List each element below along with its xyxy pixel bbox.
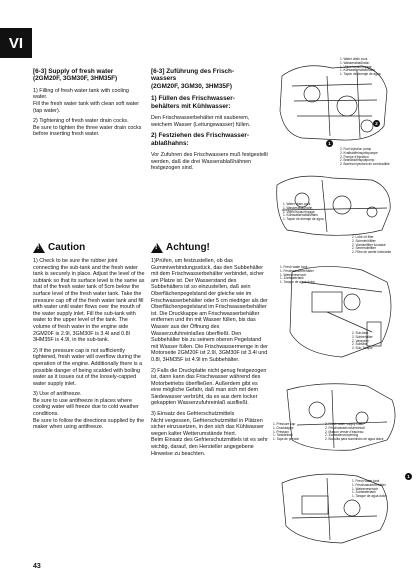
caution-heading-en: ! Caution <box>33 242 85 253</box>
legend-fig2b: 2. Lube oil filter 2. Schmierölfilter 2. Voedselfilter lucrasse 2. Smeerolieﬁlter 2. Filtro de aceite lubricante <box>352 235 392 255</box>
callout-1: 1 <box>326 140 333 147</box>
english-caution-text: 1) Check to be sure the rubber joint connecting the sub-tank and the fresh water tank is securely in place. Adjust the level of the subtank so that its surface level is the same as that of the fresh water tank of 5cm below the surface level of the fresh water tank. Take the pressure cap off of the fresh water tank and fill with water until water flows over the mouth of the water supply inlet. Fill the sub-tank with water to the upper level of the tank. The volume of fresh water in the engine side 2GM20F is 2.9l, 3GM30F is 3.4l and 0.8l 3HM35F is 4.9l, in the sub-tank. 2) If the pressure cap is not sufficiently tightened, fresh water will overflow during the operation of the engine. Additionally there is a possible danger of being scalded with boiling water as it issues out of the loosely-capped water supply inlet. 3) Use of antifreeze. Be sure to use antifreeze in places where cooling water will freeze due to cold weather conditions. Be sure to follow the directions supplied by the maker when using antifreeze. <box>33 258 145 431</box>
legend-fig1b: 2. Fuel injection pump 2. Kraftstoffeinspritzpumpe 2. Pompe d'injection 2. Brandstofinspuitpomp 2. Bomba inyectora de combustible <box>340 147 390 167</box>
legend-fig1: 1. Water drain cock 1. Wasserablaßhahn 1. Vidéo tuyau/rinçage 1. Kühlwasserablaßhahn 1. Tapón de drenaje de agua <box>340 57 381 77</box>
legend-fig3b: 2. Sub-tank 2. Subbehälter 2. Vaseprim 2. Subtank 2. Sub-Tanque <box>352 331 373 351</box>
german-step-2-title: 2) Festziehen des Frischwasser- ablaßhahns: <box>151 132 250 147</box>
warning-icon: ! <box>151 243 163 253</box>
german-step-1-title: 1) Füllen des Frischwasser- behälters mit Kühlwasser: <box>151 95 235 110</box>
german-step-1: Den Frischwasserbehälter mit sauberem, weichem Wasser (Leitungswasser) füllen. <box>151 115 251 128</box>
caution-heading-de: ! Achtung! <box>151 242 210 253</box>
engine-illustration-5 <box>272 468 410 548</box>
german-heading: [6-3] Zuführung des Frisch- wassers (2GM20F, 3GM30, 3HM35F) <box>151 68 235 90</box>
engine-illustration-4 <box>272 380 410 455</box>
legend-fig3: 1. Fresh water tank 1. Frischwasserbehälter 1. Wateerreservoir 1. Zoetwatertank 1. Tanque de agua dulce <box>280 265 315 285</box>
legend-fig4-left: 1. Pressure cap 1. Druckkappe 1. Pression 1. Tankdeksel 1. Tapa de presión <box>273 422 300 442</box>
english-heading: [6-3] Supply of fresh water (2GM20F, 3GM30F, 3HM35F) <box>33 68 118 83</box>
callout-1: 1 <box>405 473 412 480</box>
legend-fig4-right: 2. Fresh water supply inlet 2. Frischwasserzufuhreinlaß 2. Maison verser d'eau/eau 2. Zoetwatervulopening 2. Boquilla para suministro de agua dulce <box>325 422 384 442</box>
german-step-2: Vor Zufuhren des Frischwassers muß festgestellt werden, daß die drei Wasserablaßhähnen festgezogen sind. <box>151 152 268 172</box>
legend-fig5: 1. Fresh water tank 1. Frischwasserbehälter 1. Wateerreservoir 1. Zoetwatertank 1. Tanque de agua dulce <box>352 479 387 499</box>
english-step-2: 2) Tightening of fresh water drain cocks. Be sure to tighten the three water drain cocks before inserting fresh water. <box>33 118 142 138</box>
legend-fig2: 1. Water drain cock 1. Wasserablaßhahn 1. Vidéo tuyau/rinçage 1. Kühlwasserablaßhahn 1. Tapón de drenaje de agua <box>283 202 324 222</box>
callout-2: 2 <box>373 120 380 127</box>
german-column <box>151 68 269 176</box>
warning-icon: ! <box>33 243 45 253</box>
section-tab: VI <box>0 28 32 58</box>
english-step-1: 1) Filling of fresh water tank with cooling water. Fill the fresh water tank with clean soft water (tap water). <box>33 87 140 114</box>
german-caution-text: 1)Prüfen, um festzustellen, ob das Gummiverbindungsstück, das den Subbehälter mit dem Frischwasserbehälter verbindet, sicher am Platze ist. Der Wasserstand des Subbehälters ist so einzustellen, daß sein Oberflächenpegelstand der gleiche wie im Frischwasserbehälter oder 5 cm niedriger als der Oberflächenpegelstand im Frischwasserbehälter ist. Die Druckkappe am Frischwasserbehälter entfernen und ihn mit Wasser füllen, bis das Wasser aus der Öffnung des Wasserzufuhreinlaßes überfließt. Den Subbehälter bis zu seinem oberen Pegelstand mit Wasser füllen. Die Frischwassermenge in der Motorseite 2GM20F ist 2.9l, 3GM30F ist 3.4l und 0.8l, 3HM35F ist 4.9l im Subbehälter. 2) Falls die Druckplatte nicht genug festgezogen ist, dann kann das Frischwasser während des Motorbetriebs überfließen. Außerdem gibt es eine mögliche Gefahr, daß man sich mit dem Siedewasser verbrüht, da es aus dem locker gekappten Wasserzufuhreinlaß ausfließt. 3) Einsatz des Gefrierschutzmittels Nicht vergessen, Gefrierschutzmittel in Plätzen sicher einzusetzen, in den sich das Kühlwasser wegen kalter Wetterumstände friert. Beim Einsatz des Gefrierschutzmittels ist es sehr wichtig, darauf, den Hersteller angegebene Hinweise zu beachten. <box>151 258 268 457</box>
page-number: 43 <box>33 563 41 570</box>
english-column <box>33 68 143 142</box>
